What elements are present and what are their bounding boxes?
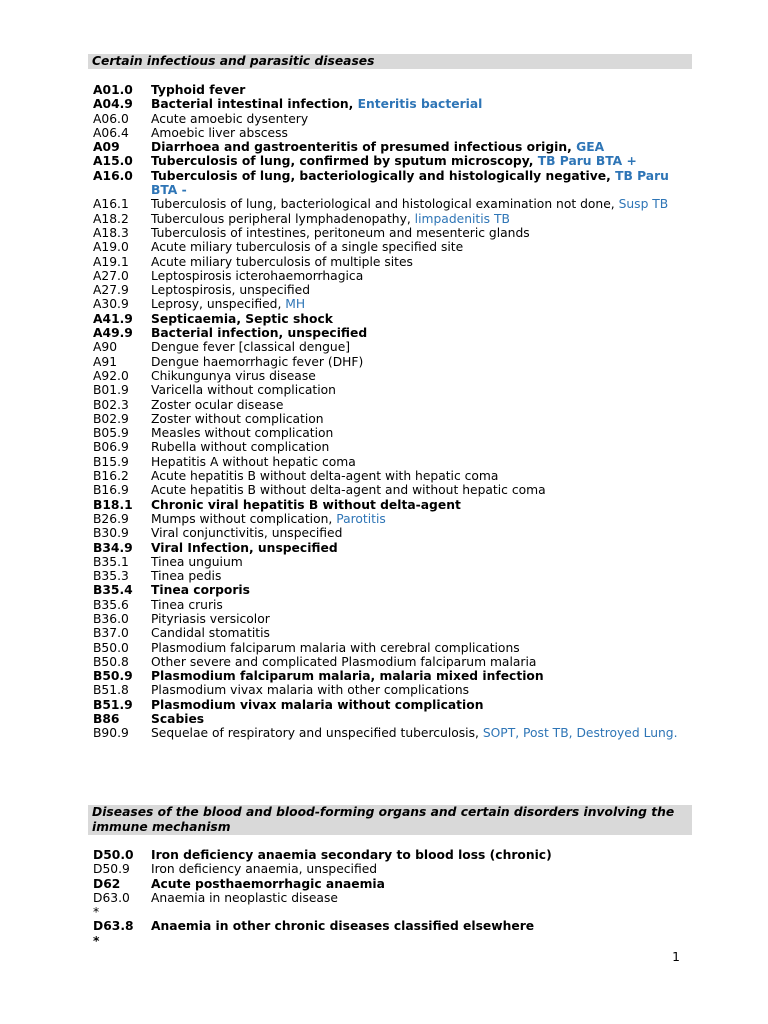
- diagnosis-description: Tuberculosis of lung, bacteriological and histological examination not done,: [151, 197, 619, 212]
- diagnosis-text: [151, 583, 693, 597]
- diagnosis-description: Sequelae of respiratory and unspecified tuberculosis,: [151, 726, 483, 741]
- diagnosis-description: Scabies: [151, 712, 205, 727]
- icd-code: A27.9: [93, 283, 129, 298]
- icd-code: A19.1: [93, 254, 129, 269]
- diagnosis-text: [151, 312, 693, 326]
- diagnosis-description: Varicella without complication: [151, 383, 336, 398]
- diagnosis-description: Rubella without complication: [151, 440, 330, 455]
- diagnosis-description: Tinea corporis: [151, 583, 250, 598]
- diagnosis-description: Acute miliary tuberculosis of a single specified site: [151, 240, 464, 255]
- page-number: 1: [672, 950, 680, 964]
- diagnosis-text: [151, 626, 693, 640]
- icd-code: B02.3: [93, 397, 129, 412]
- code-entry: [93, 126, 693, 140]
- code-entry: [93, 412, 693, 426]
- code-entry: [93, 891, 693, 920]
- code-entry: [93, 483, 693, 497]
- local-term: Susp TB: [618, 197, 669, 212]
- icd-code: B30.9: [93, 526, 129, 541]
- code-entry: [93, 641, 693, 655]
- code-entry: [93, 97, 693, 111]
- local-term: Enteritis bacterial: [357, 97, 483, 112]
- icd-code: A27.0: [93, 268, 129, 283]
- diagnosis-text: [151, 197, 693, 211]
- diagnosis-text: [151, 919, 693, 948]
- diagnosis-text: [151, 154, 693, 168]
- diagnosis-text: [151, 412, 693, 426]
- diagnosis-text: [151, 526, 693, 540]
- code-entry: [93, 612, 693, 626]
- diagnosis-text: [151, 340, 693, 354]
- code-entry: [93, 498, 693, 512]
- icd-code: B51.8: [93, 683, 129, 698]
- diagnosis-description: Tinea pedis: [151, 569, 222, 584]
- diagnosis-description: Tuberculous peripheral lymphadenopathy,: [151, 211, 415, 226]
- diagnosis-description: Mumps without complication,: [151, 511, 337, 526]
- diagnosis-description: Iron deficiency anaemia secondary to blood loss (chronic): [151, 848, 552, 862]
- code-entry: [93, 569, 693, 583]
- code-entry: [93, 712, 693, 726]
- diagnosis-description: Typhoid fever: [151, 83, 246, 97]
- diagnosis-text: [151, 469, 693, 483]
- diagnosis-description: Viral Infection, unspecified: [151, 540, 338, 555]
- icd-code: A06.0: [93, 111, 129, 126]
- code-entry: [93, 669, 693, 683]
- icd-code: B26.9: [93, 511, 129, 526]
- diagnosis-text: [151, 848, 693, 862]
- diagnosis-description: Other severe and complicated Plasmodium falciparum malaria: [151, 654, 537, 669]
- code-entry: [93, 848, 693, 862]
- diagnosis-description: Acute amoebic dysentery: [151, 111, 309, 126]
- diagnosis-description: Tinea cruris: [151, 597, 223, 612]
- diagnosis-text: [151, 726, 693, 740]
- diagnosis-text: [151, 112, 693, 126]
- diagnosis-description: Dengue fever [classical dengue]: [151, 340, 351, 355]
- code-entry: [93, 726, 693, 740]
- diagnosis-description: Chikungunya virus disease: [151, 368, 316, 383]
- code-entry: [93, 369, 693, 383]
- diagnosis-description: Acute hepatitis B without delta-agent and without hepatic coma: [151, 483, 546, 498]
- diagnosis-text: [151, 398, 693, 412]
- diagnosis-text: [151, 455, 693, 469]
- code-entry: [93, 169, 693, 198]
- icd-code: A01.0: [93, 83, 133, 97]
- diagnosis-description: Anaemia in other chronic diseases classified elsewhere: [151, 919, 535, 934]
- diagnosis-description: Anaemia in neoplastic disease: [151, 890, 338, 905]
- icd-code: D50.9: [93, 862, 130, 877]
- code-entry: [93, 154, 693, 168]
- icd-code: A06.4: [93, 125, 129, 140]
- code-entry: [93, 512, 693, 526]
- icd-code: A09: [93, 140, 120, 155]
- local-term: limpadenitis TB: [414, 211, 510, 226]
- diagnosis-text: [151, 297, 693, 311]
- diagnosis-text: [151, 140, 693, 154]
- icd-code: B51.9: [93, 697, 133, 712]
- code-entry: [93, 877, 693, 891]
- code-entry: [93, 426, 693, 440]
- diagnosis-description: Acute hepatitis B without delta-agent with hepatic coma: [151, 469, 499, 484]
- diagnosis-text: [151, 498, 693, 512]
- diagnosis-description: Viral conjunctivitis, unspecified: [151, 526, 343, 541]
- diagnosis-text: [151, 891, 693, 920]
- local-term: TB Paru BTA -: [151, 168, 669, 198]
- diagnosis-text: [151, 698, 693, 712]
- code-entry: [93, 212, 693, 226]
- diagnosis-text: [151, 355, 693, 369]
- icd-code: A04.9: [93, 97, 133, 112]
- icd-code: B02.9: [93, 411, 129, 426]
- diagnosis-text: [151, 169, 693, 198]
- diagnosis-text: [151, 483, 693, 497]
- section-header-infectious: Certain infectious and parasitic diseases: [88, 54, 692, 69]
- icd-code: A91: [93, 354, 118, 369]
- icd-code: A49.9: [93, 326, 133, 341]
- code-entry: [93, 340, 693, 354]
- code-entry: [93, 655, 693, 669]
- diagnosis-text: [151, 641, 693, 655]
- code-entry: [93, 383, 693, 397]
- diagnosis-description: Zoster without complication: [151, 411, 324, 426]
- diagnosis-text: [151, 383, 693, 397]
- code-entry: [93, 326, 693, 340]
- code-entry: [93, 355, 693, 369]
- icd-code: A16.1: [93, 197, 129, 212]
- code-entry: [93, 526, 693, 540]
- icd-code: A90: [93, 340, 118, 355]
- diagnosis-text: [151, 255, 693, 269]
- icd-code: B06.9: [93, 440, 129, 455]
- diagnosis-text: [151, 598, 693, 612]
- diagnosis-description: Acute miliary tuberculosis of multiple sites: [151, 254, 413, 269]
- diagnosis-description: Leptospirosis icterohaemorrhagica: [151, 268, 364, 283]
- code-entry: [93, 698, 693, 712]
- code-entry: [93, 919, 693, 948]
- diagnosis-text: [151, 541, 693, 555]
- icd-code: A19.0: [93, 240, 129, 255]
- local-term: MH: [285, 297, 306, 312]
- local-term: GEA: [576, 140, 605, 155]
- icd-code: B01.9: [93, 383, 129, 398]
- diagnosis-text: [151, 555, 693, 569]
- code-entry: [93, 269, 693, 283]
- diagnosis-description: Plasmodium vivax malaria without complication: [151, 697, 484, 712]
- icd-code: B05.9: [93, 426, 129, 441]
- diagnosis-text: [151, 512, 693, 526]
- code-entry: [93, 541, 693, 555]
- diagnosis-description: Dengue haemorrhagic fever (DHF): [151, 354, 364, 369]
- diagnosis-text: [151, 97, 693, 111]
- icd-code: D63.0 *: [93, 890, 130, 920]
- code-entry: [93, 683, 693, 697]
- icd-code: B86: [93, 712, 120, 727]
- diagnosis-description: Pityriasis versicolor: [151, 611, 270, 626]
- diagnosis-description: Plasmodium vivax malaria with other complications: [151, 683, 470, 698]
- icd-code: B34.9: [93, 540, 133, 555]
- code-entry: [93, 283, 693, 297]
- diagnosis-description: Amoebic liver abscess: [151, 125, 288, 140]
- code-entry: [93, 83, 693, 97]
- icd-code: A18.3: [93, 225, 129, 240]
- icd-code: B36.0: [93, 611, 129, 626]
- icd-code: B35.6: [93, 597, 129, 612]
- diagnosis-text: [151, 240, 693, 254]
- diagnosis-text: [151, 369, 693, 383]
- diagnosis-description: Plasmodium falciparum malaria, malaria mixed infection: [151, 669, 544, 684]
- code-entry: [93, 626, 693, 640]
- code-entry: [93, 312, 693, 326]
- diagnosis-description: Tuberculosis of intestines, peritoneum and mesenteric glands: [151, 225, 530, 240]
- icd-code: B16.9: [93, 483, 129, 498]
- diagnosis-description: Septicaemia, Septic shock: [151, 311, 333, 326]
- diagnosis-description: Leprosy, unspecified,: [151, 297, 286, 312]
- local-term: SOPT, Post TB, Destroyed Lung.: [482, 726, 678, 741]
- code-entry: [93, 440, 693, 454]
- diagnosis-text: [151, 269, 693, 283]
- code-entry: [93, 140, 693, 154]
- code-entry: [93, 240, 693, 254]
- icd-code: B37.0: [93, 626, 129, 641]
- diagnosis-description: Acute posthaemorrhagic anaemia: [151, 876, 385, 891]
- code-list-blood: [93, 848, 693, 948]
- code-entry: [93, 583, 693, 597]
- diagnosis-text: [151, 877, 693, 891]
- diagnosis-text: [151, 283, 693, 297]
- icd-code: B35.1: [93, 554, 129, 569]
- diagnosis-text: [151, 569, 693, 583]
- icd-code: A18.2: [93, 211, 129, 226]
- diagnosis-description: Leptospirosis, unspecified: [151, 283, 310, 298]
- icd-code: A16.0: [93, 168, 133, 183]
- code-entry: [93, 398, 693, 412]
- icd-code: B50.9: [93, 669, 133, 684]
- diagnosis-description: Tuberculosis of lung, bacteriologically and histologically negative,: [151, 168, 616, 183]
- diagnosis-text: [151, 426, 693, 440]
- diagnosis-text: [151, 226, 693, 240]
- diagnosis-text: [151, 126, 693, 140]
- local-term: TB Paru BTA +: [537, 154, 637, 169]
- icd-code: B16.2: [93, 469, 129, 484]
- diagnosis-text: [151, 612, 693, 626]
- diagnosis-description: Tuberculosis of lung, confirmed by sputum microscopy,: [151, 154, 538, 169]
- diagnosis-text: [151, 212, 693, 226]
- icd-code: B50.8: [93, 654, 129, 669]
- diagnosis-text: [151, 83, 693, 97]
- diagnosis-text: [151, 326, 693, 340]
- code-entry: [93, 197, 693, 211]
- diagnosis-text: [151, 862, 693, 876]
- diagnosis-text: [151, 440, 693, 454]
- icd-code: D63.8 *: [93, 919, 134, 948]
- code-list-infectious: [93, 83, 693, 741]
- diagnosis-description: Candidal stomatitis: [151, 626, 270, 641]
- icd-code: B90.9: [93, 726, 129, 741]
- diagnosis-description: Bacterial infection, unspecified: [151, 326, 368, 341]
- code-entry: [93, 255, 693, 269]
- code-entry: [93, 455, 693, 469]
- diagnosis-description: Iron deficiency anaemia, unspecified: [151, 862, 378, 877]
- icd-code: D62: [93, 876, 121, 891]
- section-header-blood: Diseases of the blood and blood-forming organs and certain disorders involving the immune mechanism: [88, 805, 692, 835]
- code-entry: [93, 862, 693, 876]
- icd-code: B35.4: [93, 583, 133, 598]
- diagnosis-description: Zoster ocular disease: [151, 397, 284, 412]
- diagnosis-text: [151, 712, 693, 726]
- icd-code: B50.0: [93, 640, 129, 655]
- local-term: Parotitis: [336, 511, 386, 526]
- diagnosis-description: Plasmodium falciparum malaria with cerebral complications: [151, 640, 520, 655]
- code-entry: [93, 555, 693, 569]
- diagnosis-text: [151, 655, 693, 669]
- icd-code: B35.3: [93, 569, 129, 584]
- code-entry: [93, 469, 693, 483]
- diagnosis-description: Diarrhoea and gastroenteritis of presumed infectious origin,: [151, 140, 577, 155]
- code-entry: [93, 598, 693, 612]
- icd-code: B15.9: [93, 454, 129, 469]
- diagnosis-description: Chronic viral hepatitis B without delta-agent: [151, 497, 461, 512]
- diagnosis-description: Tinea unguium: [151, 554, 243, 569]
- icd-code: A92.0: [93, 368, 129, 383]
- diagnosis-description: Bacterial intestinal infection,: [151, 97, 358, 112]
- icd-code: A15.0: [93, 154, 133, 169]
- icd-code: A41.9: [93, 311, 133, 326]
- icd-code: A30.9: [93, 297, 129, 312]
- code-entry: [93, 226, 693, 240]
- icd-code: D50.0: [93, 848, 134, 862]
- diagnosis-text: [151, 669, 693, 683]
- diagnosis-description: Hepatitis A without hepatic coma: [151, 454, 356, 469]
- diagnosis-description: Measles without complication: [151, 426, 334, 441]
- diagnosis-text: [151, 683, 693, 697]
- code-entry: [93, 297, 693, 311]
- icd-code: B18.1: [93, 497, 133, 512]
- code-entry: [93, 112, 693, 126]
